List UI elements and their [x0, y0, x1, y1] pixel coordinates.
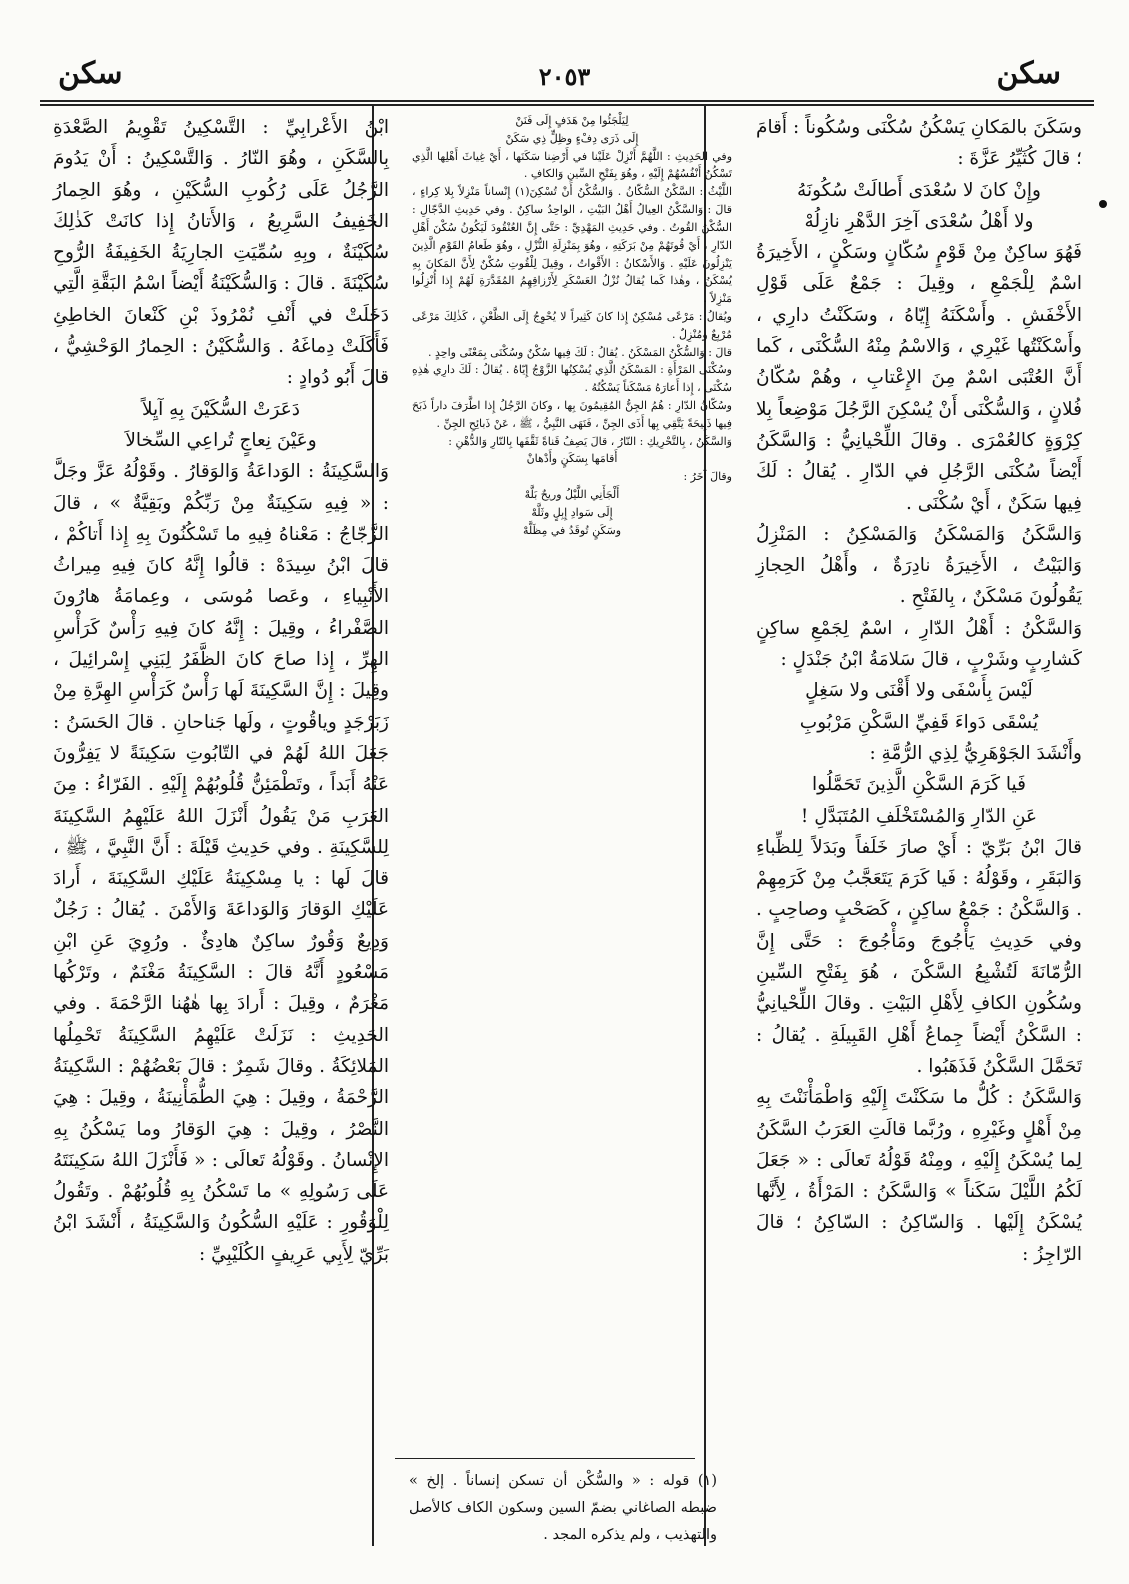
- verse-line: لِيَلْجَئُوا مِنْ هَدَفٍ إِلَى فَنَنْ: [515, 114, 629, 127]
- paragraph: ويُقالُ : مَرْعًى مُسْكِنٌ إِذا كانَ كَثِيراً لا يُحْوِجُ إِلَى الظَّعْنِ ، كَذٰلِكَ مَرْعًى مُرْبِعٌ ومُنْزِلٌ .: [412, 309, 732, 341]
- paragraph: وَالسَّكْنُ : أَهْلُ الدّارِ ، اسْمٌ لِجَمْعِ ساكِنٍ كَشارِبٍ وشَرْبٍ ، قالَ سَلامَةُ ابْنُ جَنْدَلٍ :: [756, 617, 1082, 671]
- paragraph: وقالَ آخَرُ :: [683, 470, 732, 484]
- verse-line: أَلْجَأَنِي اللَّيْلُ وريحٌ بَلَّهْ: [524, 488, 620, 502]
- verse-line: إِلَى سَوادِ إِبِلٍ وثَلَّهْ: [531, 505, 613, 519]
- header-rule-double: [40, 104, 1094, 106]
- column-right: [756, 112, 1082, 1532]
- paragraph: وأَنْشَدَ الجَوْهَرِيُّ لِذِي الرُّمَّةِ :: [869, 742, 1082, 764]
- paragraph: وفي الحَدِيثِ : اللَّهُمَّ أَنْزِلْ عَلَيْنا في أَرْضِنا سَكَنَها ، أَيْ غِياثَ أَهْلِها الَّذِي تَسْكُنُ أَنْفُسُهُمْ إِلَيْهِ ، وهُوَ بِفَتْحِ السِّينِ وَالكافِ .: [412, 149, 732, 181]
- verse-line: ولا أَهْلُ سُعْدَى آخِرَ الدَّهْرِ نازِلُهْ: [804, 210, 1034, 232]
- paragraph: فَهُوَ ساكِنٌ مِنْ قَوْمٍ سُكّانٍ وسَكْنٍ ، الأَخِيرَةُ اسْمٌ لِلْجَمْعِ ، وقِيلَ : جَمْعٌ عَلَى قَوْلِ الأَخْفَشِ . وأَسْكَنَهُ إِيّاهُ ، وسَكَنْتُ دارِي ، وأَسْكَنْتُها غَيْرِي ، وَالاسْمُ مِنْهُ السُّكْنَى ، كَما أَنَّ العُتْبَى اسْمٌ مِنَ الإِعْتابِ ، وهُمْ سُكّانُ فُلانٍ ، وَالسُّكْنَى أَنْ يُسْكِنَ الرَّجُلَ مَوْضِعاً بِلا كِرْوَةٍ كالعُمْرَى . وقالَ اللِّحْيانِيُّ : وَالسَّكَنُ أَيْضاً سُكْنَى الرَّجُلِ في الدّارِ . يُقالُ : لَكَ فِيها سَكَنٌ ، أَيْ سُكْنَى .: [756, 242, 1082, 514]
- verse-line: أَقامَها بِسَكَنٍ وأَدْهانْ: [526, 452, 618, 466]
- paragraph: اللَّيْثُ : السَّكْنُ السُّكّانُ . وَالسُّكْنُ أَنْ تُسْكِنَ(١) إِنْساناً مَنْزِلاً بِلا كِراءٍ ، قالَ : وَالسَّكْنُ العِيالُ أَهْلُ البَيْتِ ، الواحِدُ ساكِنٌ . وفي حَدِيثِ الدَّجّالِ : السُّكْنُ القُوتُ . وفي حَدِيثِ المَهْدِيِّ : حَتَّى إِنَّ العُنْقُودَ لَيَكُونُ سُكْنَ أَهْلِ الدّارِ ، أَيْ قُوتَهُمْ مِنْ بَرَكَتِهِ ، وهُوَ بِمَنْزِلَةِ النُّزْلِ ، وهُوَ طَعامُ القَوْمِ الَّذِينَ يَنْزِلُونَ عَلَيْهِ . وَالأَسْكانُ : الأَقْواتُ ، وقِيلَ لِلْقُوتِ سُكْنٌ لِأَنَّ المَكانَ بِهِ يُسْكَنُ ، وهٰذا كَما يُقالُ نُزْلُ العَسْكَرِ لِأَرْزاقِهِمُ المُقَدَّرَةِ لَهُمْ إِذا أُنْزِلُوا مَنْزِلاً .: [412, 185, 732, 306]
- margin-mark: [1099, 200, 1107, 208]
- footnote-rule: [395, 1458, 695, 1459]
- footnote-text: (١) قوله : « والسُّكْن أن تسكن إنساناً . إلخ » ضبطه الصاغاني بضمّ السين وسكون الكاف كالأصل والتهذيب ، ولم يذكره المجد .: [409, 1473, 717, 1543]
- page-number: ٢٠٥٣: [538, 62, 591, 91]
- verse-line: إِلَى ذَرَى دِفْءٍ وظِلٍّ ذِي سَكَنْ: [505, 131, 639, 145]
- verse-line: عَنِ الدّارِ وَالمُسْتَخْلَفِ المُتَبَدَّلِ !: [800, 805, 1038, 827]
- footnote: [409, 1468, 717, 1549]
- verse-line: وعَيْنَ نِعاجٍ تُراعِي السِّخالاَ: [125, 429, 317, 451]
- paragraph: ابْنُ الأَعْرابِيِّ : التَّسْكِينُ تَقْوِيمُ الصَّعْدَةِ بِالسَّكَنِ ، وهُوَ النّارُ . وَالتَّسْكِينُ : أَنْ يَدُومَ الرَّجُلُ عَلَى رُكُوبِ السُّكَيْنِ ، وهُوَ الحِمارُ الخَفِيفُ السَّرِيعُ ، وَالأَتانُ إِذا كانَتْ كَذٰلِكَ سُكَيْنَةٌ ، وبِهِ سُمِّيَتِ الجارِيَةُ الخَفِيفَةُ الرُّوحِ سُكَيْنَةَ . قالَ : وَالسُّكَيْنَةُ أَيْضاً اسْمُ البَقَّةِ الَّتِي دَخَلَتْ في أَنْفِ نُمْرُوذَ بْنِ كَنْعانَ الخاطِئِ فَأَكَلَتْ دِماغَهُ . وَالسُّكَيْنُ : الحِمارُ الوَحْشِيُّ ، قالَ أَبُو دُوادٍ :: [53, 117, 389, 389]
- verse-line: يُسْقَى دَواءَ قَفِيِّ السَّكْنِ مَرْبُوبِ: [799, 711, 1039, 733]
- paragraph: وَالسَّكَنُ وَالمَسْكَنُ وَالمَسْكِنُ : المَنْزِلُ وَالبَيْتُ ، الأَخِيرَةُ نادِرَةٌ ، وأَهْلُ الحِجازِ يَقُولُونَ مَسْكَنٌ ، بِالفَتْحِ .: [756, 523, 1082, 608]
- verse-line: لَيْسَ بِأَسْفَى ولا أَقْنَى ولا سَغِلٍ: [805, 680, 1033, 702]
- paragraph: وَالسَّكِينَةُ : الوَداعَةُ وَالوَقارُ . وقَوْلُهُ عَزَّ وجَلَّ : « فِيهِ سَكِينَةٌ مِنْ رَبِّكُمْ وبَقِيَّةٌ » ، قالَ الزَّجّاجُ : مَعْناهُ فِيهِ ما تَسْكُنُونَ بِهِ إِذا أَتاكُمْ ، قالَ ابْنُ سِيدَهْ : قالُوا إِنَّهُ كانَ فِيهِ مِيراثُ الأَنْبِياءِ ، وعَصا مُوسَى ، وعِمامَةُ هارُونَ الصَّفْراءُ ، وقِيلَ : إِنَّهُ كانَ فِيهِ رَأْسٌ كَرَأْسِ الهِرِّ ، إِذا صاحَ كانَ الظَّفَرُ لِبَنِي إِسْرائِيلَ ، وقِيلَ : إِنَّ السَّكِينَةَ لَها رَأْسٌ كَرَأْسِ الهِرَّةِ مِنْ زَبَرْجَدٍ وياقُوتٍ ، ولَها جَناحانِ . قالَ الحَسَنُ : جَعَلَ اللهُ لَهُمْ في التّابُوتِ سَكِينَةً لا يَفِرُّونَ عَنْهُ أَبَداً ، وتَطْمَئِنُّ قُلُوبُهُمْ إِلَيْهِ . الفَرّاءُ : مِنَ العَرَبِ مَنْ يَقُولُ أَنْزَلَ اللهُ عَلَيْهِمُ السَّكِينَةَ لِلسَّكِينَةِ . وفي حَدِيثِ قَيْلَةَ : أَنَّ النَّبِيَّ ، ﷺ ، قالَ لَها : يا مِسْكِينَةُ عَلَيْكِ السَّكِينَةَ ، أَرادَ عَلَيْكِ الوَقارَ وَالوَداعَةَ وَالأَمْنَ . يُقالُ : رَجُلٌ وَدِيعٌ وَقُورٌ ساكِنٌ هادِئٌ . ورُوِيَ عَنِ ابْنِ مَسْعُودٍ أَنَّهُ قالَ : السَّكِينَةُ مَغْنَمٌ ، وتَرْكُها مَغْرَمٌ ، وقِيلَ : أَرادَ بِها هٰهُنا الرَّحْمَةَ . وفي الحَدِيثِ : نَزَلَتْ عَلَيْهِمُ السَّكِينَةُ تَحْمِلُها المَلائِكَةُ . وقالَ شَمِرٌ : قالَ بَعْضُهُمْ : السَّكِينَةُ الرَّحْمَةُ ، وقِيلَ : هِيَ الطُّمَأْنِينَةُ ، وقِيلَ : هِيَ النَّصْرُ ، وقِيلَ : هِيَ الوَقارُ وما يَسْكُنُ بِهِ الإِنْسانُ . وقَوْلُهُ تَعالَى : « فَأَنْزَلَ اللهُ سَكِينَتَهُ عَلَى رَسُولِهِ » ما تَسْكُنُ بِهِ قُلُوبُهُمْ . وتَقُولُ لِلْوَقُورِ : عَلَيْهِ السُّكُونُ وَالسَّكِينَةُ ، أَنْشَدَ ابْنُ بَرِّيّ لِأَبِي عَرِيفٍ الكُلَيْبِيِّ :: [53, 461, 389, 1265]
- paragraph: وَالسَّكَنُ ، بِالتَّحْرِيكِ : النّارُ ، قالَ يَصِفُ قَناةً ثَقَّفَها بِالنّارِ وَالدُّهْنِ :: [448, 434, 732, 448]
- verse-line: وسَكَنٍ تُوقَدُ في مِظَلَّهْ: [522, 523, 622, 537]
- column-left: [53, 112, 389, 1532]
- header-right-word: سكن: [996, 56, 1061, 91]
- verse-line: فَيا كَرَمَ السَّكْنِ الَّذِينَ تَحَمَّلُوا: [812, 774, 1026, 796]
- paragraph: وسُكْنَى المَرْأَةِ : المَسْكَنُ الَّذِي يُسْكِنُها الزَّوْجُ إِيّاهُ . يُقالُ : لَكَ دارِي هٰذِهِ سُكْنَى ، إِذا أَعارَهُ مَسْكَناً يَسْكُنُهُ .: [412, 363, 732, 395]
- paragraph: قالَ ابْنُ بَرِّيّ : أَيْ صارَ خَلَفاً وبَدَلاً لِلظِّباءِ وَالبَقَرِ ، وقَوْلُهُ : فَيا كَرَمَ يَتَعَجَّبُ مِنْ كَرَمِهِمْ . وَالسَّكْنُ : جَمْعُ ساكِنٍ ، كَصَحْبٍ وصاحِبٍ . وفي حَدِيثِ يَأْجُوجَ ومَأْجُوجَ : حَتَّى إِنَّ الرُّمّانَةَ لَتُشْبِعُ السَّكْنَ ، هُوَ بِفَتْحِ السِّينِ وسُكُونِ الكافِ لِأَهْلِ البَيْتِ . وقالَ اللِّحْيانِيُّ : السَّكْنُ أَيْضاً جِماعُ أَهْلِ القَبِيلَةِ . يُقالُ : تَحَمَّلَ السَّكْنُ فَذَهَبُوا .: [756, 836, 1082, 1077]
- paragraph: وسُكّانُ الدّارِ : هُمُ الجِنُّ المُقِيمُونَ بِها ، وكانَ الرَّجُلُ إِذا اطَّرَفَ داراً ذَبَحَ فِيها ذَبِيحَةً يَتَّقِي بِها أَذَى الجِنِّ ، فَنَهَى النَّبِيُّ ، ﷺ ، عَنْ ذَبائِحِ الجِنِّ .: [412, 399, 732, 430]
- paragraph: وَالسَّكَنُ : كُلُّ ما سَكَنْتَ إِلَيْهِ وَاطْمَأْنَنْتَ بِهِ مِنْ أَهْلٍ وغَيْرِهِ ، ورُبَّما قالَتِ العَرَبُ السَّكَنُ لِما يُسْكَنُ إِلَيْهِ ، ومِنْهُ قَوْلُهُ تَعالَى : « جَعَلَ لَكُمُ اللَّيْلَ سَكَناً » وَالسَّكَنُ : المَرْأَةُ ، لِأَنَّها يُسْكَنُ إِلَيْها . وَالسّاكِنُ : السّاكِنُ ؛ قالَ الرّاجِزُ :: [756, 1087, 1082, 1265]
- paragraph: قالَ : وَالسُّكْنُ المَسْكَنُ . يُقالُ : لَكَ فِيها سُكْنٌ وسُكْنَى بِمَعْنًى واحِدٍ .: [428, 345, 732, 359]
- paragraph: وسَكَنَ بالمَكانِ يَسْكُنُ سُكْنَى وسُكُوناً : أَقامَ ؛ قالَ كُثَيِّرُ عَزَّةَ :: [756, 117, 1082, 170]
- verse-line: وإِنْ كانَ لا سُعْدَى أَطالَتْ سُكُونَهُ: [797, 179, 1041, 201]
- verse-line: دَعَرَتْ السُّكَيْنَ بِهِ آيِلاً: [141, 398, 301, 420]
- header-left-word: سكن: [58, 56, 123, 91]
- column-middle: [412, 112, 732, 1532]
- header-rule: [40, 100, 1094, 102]
